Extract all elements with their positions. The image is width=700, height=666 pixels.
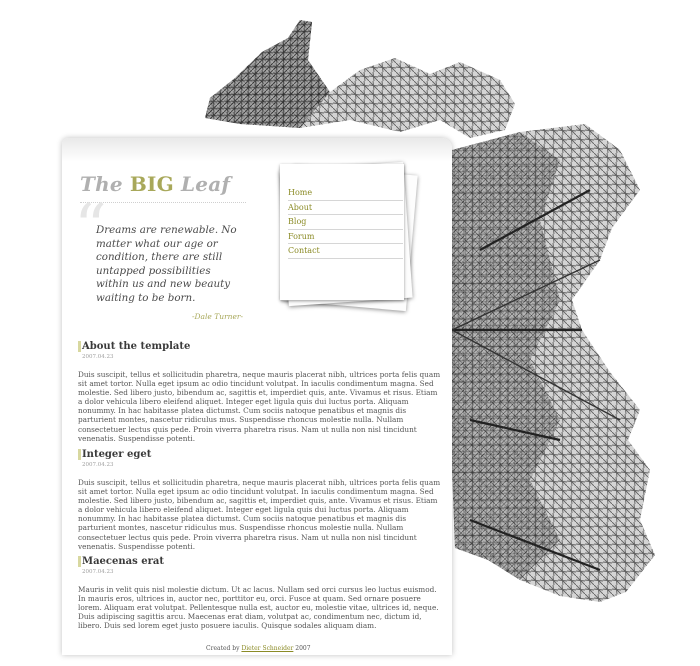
- post-title: Maecenas erat: [82, 556, 164, 567]
- main-nav: [288, 186, 403, 259]
- nav-item-blog[interactable]: Blog: [288, 215, 403, 230]
- site-title-suffix: Leaf: [173, 172, 231, 196]
- post-title-marker: [78, 449, 81, 460]
- post-date: 2007.04.23: [82, 462, 114, 468]
- panel-torn-edge: [62, 138, 452, 162]
- nav-item-forum[interactable]: Forum: [288, 230, 403, 245]
- post-title-marker: [78, 341, 81, 352]
- post-date: 2007.04.23: [82, 569, 114, 575]
- footer-prefix: Created by: [206, 645, 242, 652]
- nav-item-home[interactable]: Home: [288, 186, 403, 201]
- nav-item-contact[interactable]: Contact: [288, 244, 403, 259]
- footer-author-link[interactable]: Dieter Schneider: [241, 645, 294, 652]
- footer: [206, 645, 311, 652]
- post-title: Integer eget: [82, 449, 152, 460]
- post-date: 2007.04.23: [82, 354, 114, 360]
- post-title: About the template: [82, 341, 191, 352]
- nav-item-about[interactable]: About: [288, 201, 403, 216]
- quote-author: -Dale Turner-: [192, 312, 244, 321]
- quote-mark-icon: “: [74, 191, 107, 265]
- post-body: Duis suscipit, tellus et sollicitudin pharetra, neque mauris placerat nibh, ultrices porta felis quam sit amet tortor. Nulla eget ipsum ac odio tincidunt volutpat. In iaculis condimentum magna. Sed molestie. Sed libero justo, bibendum ac, sagittis et, imperdiet quis, ante. Vivamus et risus. Etiam a dolor vehicula libero eleifend aliquet. Integer eget ligula quis dui luctus porta. Aliquam nonummy. In hac habitasse platea dictumst. Cum sociis natoque penatibus et magnis dis parturient montes, nascetur ridiculus mus. Suspendisse rhoncus molestie nulla. Nullam consectetuer lectus quis pede. Proin viverra pharetra risus. Nam ut nulla non nisl tincidunt venenatis. Suspendisse potenti.: [78, 370, 441, 443]
- site-title-prefix: The: [80, 172, 130, 196]
- post-body: Duis suscipit, tellus et sollicitudin pharetra, neque mauris placerat nibh, ultrices porta felis quam sit amet tortor. Nulla eget ipsum ac odio tincidunt volutpat. In iaculis condimentum magna. Sed molestie. Sed libero justo, bibendum ac, sagittis et, imperdiet quis, ante. Vivamus et risus. Etiam a dolor vehicula libero eleifend aliquet. Integer eget ligula quis dui luctus porta. Aliquam nonummy. In hac habitasse platea dictumst. Cum sociis natoque penatibus et magnis dis parturient montes, nascetur ridiculus mus. Suspendisse rhoncus molestie nulla. Nullam consectetuer lectus quis pede. Proin viverra pharetra risus. Nam ut nulla non nisl tincidunt venenatis. Suspendisse potenti.: [78, 478, 441, 551]
- quote-text: Dreams are renewable. No matter what our age or condition, there are still untapped possibilities within us and new beauty waiting to be born.: [96, 224, 237, 304]
- post-body: Mauris in velit quis nisl molestie dictum. Ut ac lacus. Nullam sed orci cursus leo luctus euismod. In mauris eros, ultrices in, auctor nec, porttitor eu, orci. Fusce at quam. Sed ornare posuere lorem. Aliquam erat volutpat. Pellentesque nulla est, auctor eu, molestie vitae, ultrices id, neque. Duis adipiscing sagittis arcu. Maecenas erat diam, volutpat ac, condimentum nec, dictum id, libero. Duis sed lorem eget justo posuere iaculis. Quisque sodales aliquam diam.: [78, 585, 439, 631]
- site-title-big: BIG: [129, 172, 174, 196]
- post-title-marker: [78, 556, 81, 567]
- footer-suffix: 2007: [293, 645, 311, 652]
